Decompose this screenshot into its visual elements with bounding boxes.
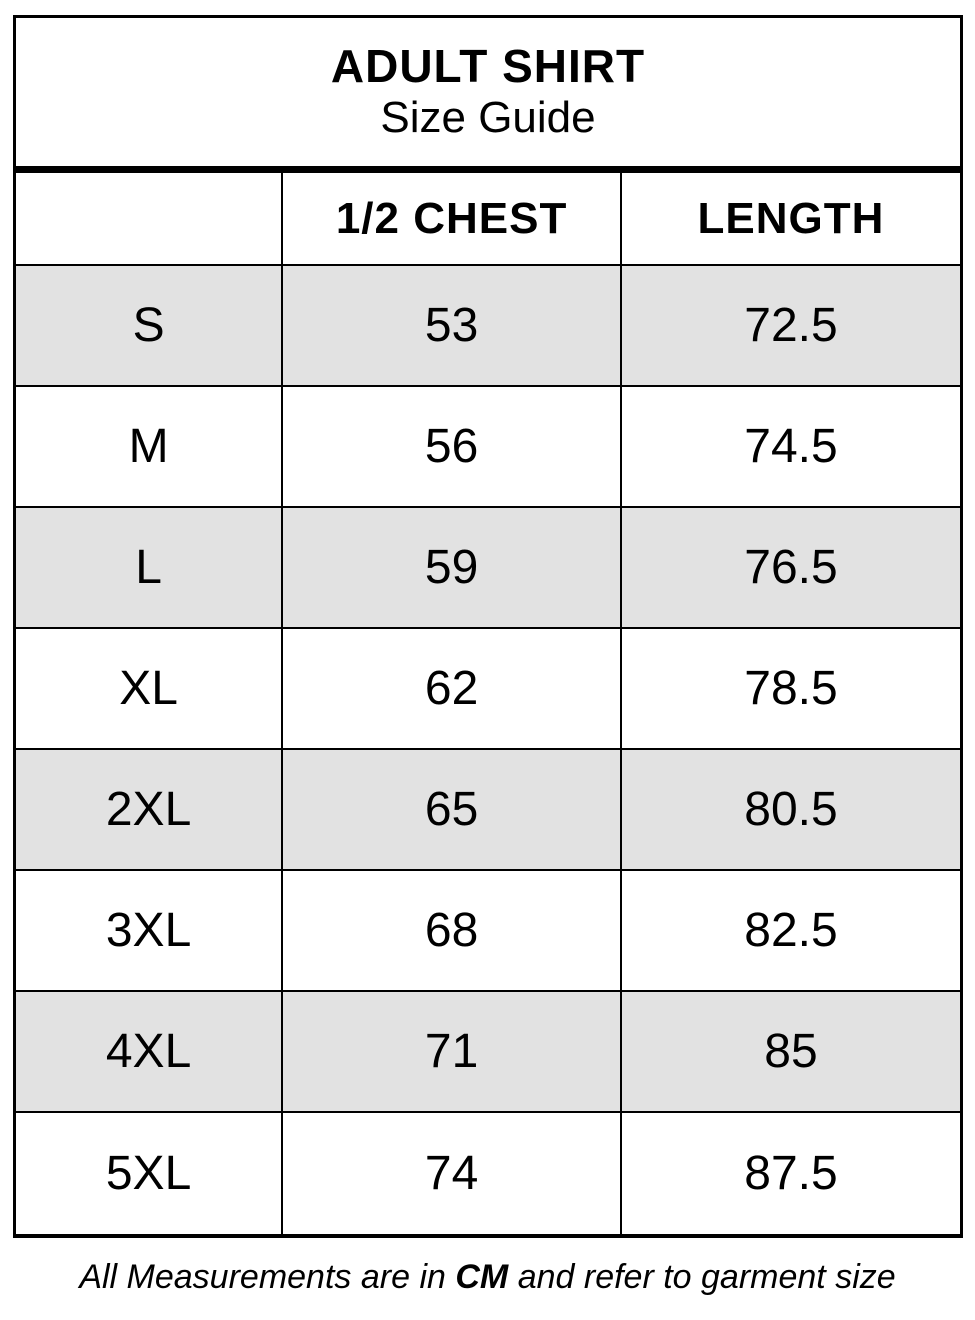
half-chest-cell: 56 <box>283 387 622 508</box>
size-cell: 3XL <box>16 871 283 992</box>
column-header-length: LENGTH <box>622 173 960 266</box>
half-chest-cell: 62 <box>283 629 622 750</box>
size-chart-table <box>13 15 963 1238</box>
size-cell: 5XL <box>16 1113 283 1234</box>
column-header-size <box>16 173 283 266</box>
half-chest-cell: 59 <box>283 508 622 629</box>
title-divider <box>16 166 960 173</box>
half-chest-cell: 53 <box>283 266 622 387</box>
note-suffix: and refer to garment size <box>508 1258 896 1296</box>
half-chest-cell: 68 <box>283 871 622 992</box>
length-cell: 87.5 <box>622 1113 960 1234</box>
size-cell: S <box>16 266 283 387</box>
size-cell: L <box>16 508 283 629</box>
length-cell: 74.5 <box>622 387 960 508</box>
chart-subtitle: Size Guide <box>380 93 596 143</box>
measurements-grid <box>16 173 960 1234</box>
length-cell: 72.5 <box>622 266 960 387</box>
size-cell: 4XL <box>16 992 283 1113</box>
column-header-half-chest: 1/2 CHEST <box>283 173 622 266</box>
half-chest-cell: 65 <box>283 750 622 871</box>
note-unit: CM <box>455 1258 509 1296</box>
size-cell: XL <box>16 629 283 750</box>
length-cell: 85 <box>622 992 960 1113</box>
length-cell: 78.5 <box>622 629 960 750</box>
size-cell: M <box>16 387 283 508</box>
measurement-note <box>0 1258 975 1297</box>
note-prefix: All Measurements are in <box>79 1258 456 1296</box>
half-chest-cell: 74 <box>283 1113 622 1234</box>
chart-title: ADULT SHIRT <box>330 40 646 93</box>
length-cell: 80.5 <box>622 750 960 871</box>
length-cell: 82.5 <box>622 871 960 992</box>
half-chest-cell: 71 <box>283 992 622 1113</box>
size-cell: 2XL <box>16 750 283 871</box>
length-cell: 76.5 <box>622 508 960 629</box>
chart-title-block <box>16 18 960 166</box>
